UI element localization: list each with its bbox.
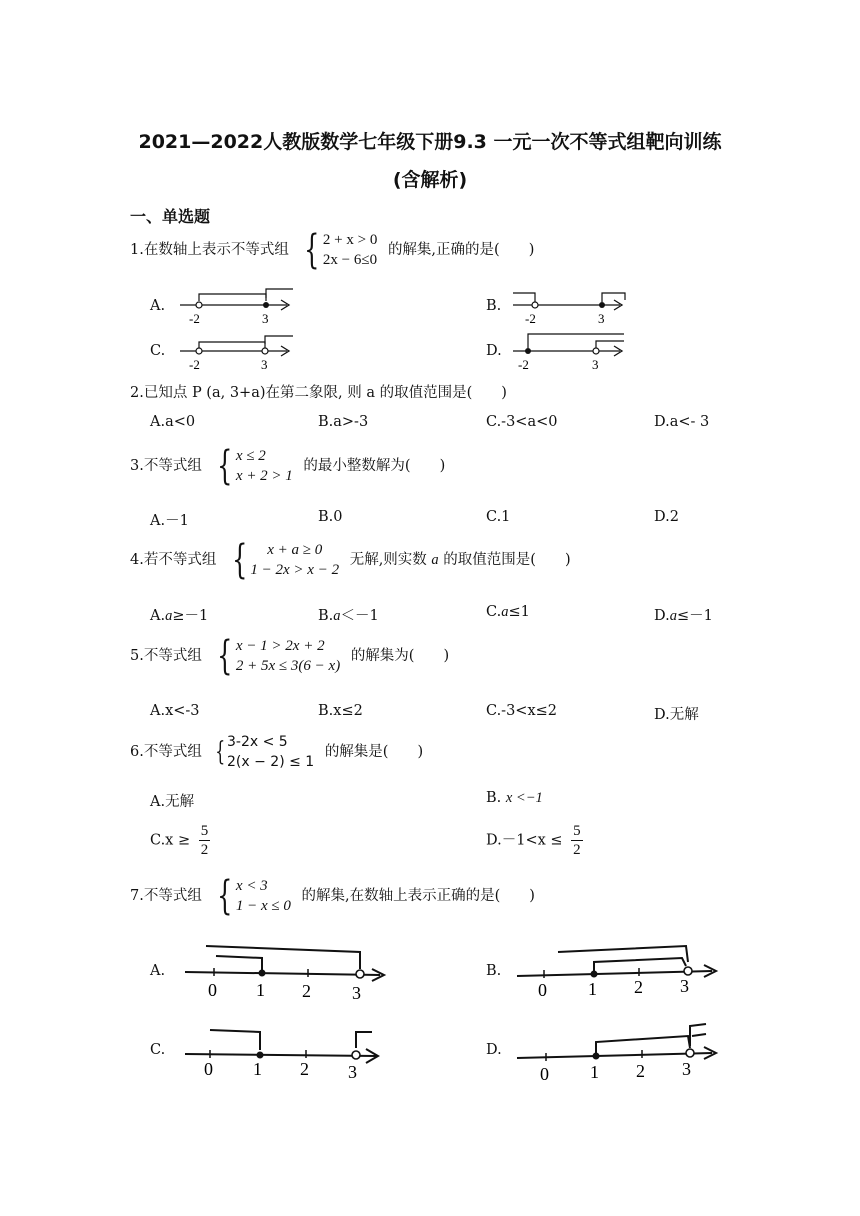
q6-option-b[interactable]: B. x <−1 xyxy=(486,790,543,806)
q1-option-d-numberline xyxy=(508,330,633,372)
q7a-tick-1: 1 xyxy=(256,980,265,1000)
q1a-tick-3: 3 xyxy=(262,311,269,326)
q5-ineq-2: 2 + 5x ≤ 3(6 − x) xyxy=(235,658,341,674)
q1-stem-post: 的解集,正确的是( ) xyxy=(387,242,535,258)
q1-option-c-numberline xyxy=(175,330,300,372)
question-2: 2.已知点 P (a, 3+a)在第二象限, 则 a 的取值范围是( ) xyxy=(130,385,507,401)
doc-title-line2: (含解析) xyxy=(392,169,468,191)
q4-system: { x + a ≥ 0 1 − 2x > x − 2 xyxy=(232,537,340,583)
section-heading: 一、单选题 xyxy=(130,207,211,226)
q4-option-b[interactable]: B.a＜－1 xyxy=(318,608,379,624)
q7c-tick-3: 3 xyxy=(348,1062,357,1082)
q1-system: { 2 + x > 0 2x − 6≤0 xyxy=(304,227,378,273)
q3-option-c[interactable]: C.1 xyxy=(486,509,511,525)
q1-ineq-2: 2x − 6≤0 xyxy=(322,252,378,268)
q7a-tick-2: 2 xyxy=(302,981,311,1001)
question-1 xyxy=(130,227,535,273)
q5-system: { x − 1 > 2x + 2 2 + 5x ≤ 3(6 − x) xyxy=(217,633,341,679)
q1-option-b-label[interactable]: B. xyxy=(486,298,502,314)
q6-option-d[interactable]: D.－1<x ≤ $\frac{5}{2}$ xyxy=(486,823,581,858)
q7-option-c-numberline xyxy=(180,1020,395,1084)
q1c-tick-neg2: -2 xyxy=(189,357,200,372)
q5-stem-post: 的解集为( ) xyxy=(350,648,450,664)
q7-system: { x < 3 1 − x ≤ 0 xyxy=(217,873,291,919)
q7c-tick-1: 1 xyxy=(253,1059,262,1079)
q4-option-d[interactable]: D.a≤－1 xyxy=(654,608,713,624)
q6d-fraction: $\frac{5}{2}$ xyxy=(573,823,581,858)
q4-option-a[interactable]: A.a≥－1 xyxy=(150,608,209,624)
q5-option-a[interactable]: A.x<-3 xyxy=(150,703,200,719)
q7-option-b-numberline xyxy=(512,938,727,1002)
q3-stem-pre: 3.不等式组 xyxy=(130,458,202,474)
question-7 xyxy=(130,873,535,919)
q3-option-d[interactable]: D.2 xyxy=(654,509,679,525)
q5-stem-pre: 5.不等式组 xyxy=(130,648,202,664)
q3-ineq-1: x ≤ 2 xyxy=(235,448,266,464)
q1-option-b-numberline xyxy=(508,284,633,326)
q1-option-d-label[interactable]: D. xyxy=(486,343,502,359)
q3-system: { x ≤ 2 x + 2 > 1 xyxy=(217,443,293,489)
q7-ineq-1: x < 3 xyxy=(235,878,268,894)
q6-option-c[interactable]: C.x ≥ $\frac{5}{2}$ xyxy=(150,823,209,858)
q1d-tick-3: 3 xyxy=(592,357,599,372)
q1-ineq-1: 2 + x > 0 xyxy=(322,232,378,248)
question-5 xyxy=(130,633,450,679)
q6-stem-post: 的解集是( ) xyxy=(324,744,424,760)
q5-ineq-1: x − 1 > 2x + 2 xyxy=(235,638,325,654)
q7-stem-post: 的解集,在数轴上表示正确的是( ) xyxy=(301,888,535,904)
q3-stem-post: 的最小整数解为( ) xyxy=(303,458,446,474)
q7-option-a-numberline xyxy=(180,938,395,1002)
q1a-tick-neg2: -2 xyxy=(189,311,200,326)
q7d-tick-3: 3 xyxy=(682,1059,691,1079)
q2-option-c[interactable]: C.-3<a<0 xyxy=(486,414,558,430)
q7-option-c-label[interactable]: C. xyxy=(150,1042,166,1058)
q7d-tick-0: 0 xyxy=(540,1064,549,1084)
q4-ineq-2: 1 − 2x > x − 2 xyxy=(250,562,340,578)
q1-option-c-label[interactable]: C. xyxy=(150,343,166,359)
q1-option-a-numberline xyxy=(175,284,300,326)
q4-ineq-1: x + a ≥ 0 xyxy=(267,542,323,558)
q1-stem-pre: 在数轴上表示不等式组 xyxy=(143,242,289,258)
q4-var-a: a xyxy=(431,552,439,568)
q6-option-a[interactable]: A.无解 xyxy=(150,794,195,810)
q2-option-d[interactable]: D.a<- 3 xyxy=(654,414,710,430)
q6c-fraction: $\frac{5}{2}$ xyxy=(200,823,209,858)
q7-ineq-2: 1 − x ≤ 0 xyxy=(235,898,291,914)
q4-stem-pre: 4.若不等式组 xyxy=(130,552,217,568)
question-4 xyxy=(130,537,571,583)
q3-ineq-2: x + 2 > 1 xyxy=(235,468,293,484)
question-3 xyxy=(130,443,446,489)
q7c-tick-2: 2 xyxy=(300,1059,309,1079)
q2-option-b[interactable]: B.a>-3 xyxy=(318,414,369,430)
q7-option-a-label[interactable]: A. xyxy=(150,963,166,979)
q3-option-b[interactable]: B.0 xyxy=(318,509,343,525)
q7a-tick-0: 0 xyxy=(208,980,217,1000)
q6-system: { 3-2x < 5 2(x − 2) ≤ 1 xyxy=(215,734,315,770)
q4-stem-mid: 无解,则实数 xyxy=(349,552,427,568)
q4-stem-post: 的取值范围是( ) xyxy=(443,552,571,568)
q7b-tick-3: 3 xyxy=(680,976,689,996)
q3-option-a[interactable]: A.－1 xyxy=(150,513,189,529)
q7c-tick-0: 0 xyxy=(204,1059,213,1079)
q7-option-b-label[interactable]: B. xyxy=(486,963,502,979)
q5-option-c[interactable]: C.-3<x≤2 xyxy=(486,703,558,719)
question-6 xyxy=(130,732,423,772)
q4-option-c[interactable]: C.a≤1 xyxy=(486,604,530,620)
q1b-tick-3: 3 xyxy=(598,311,605,326)
q1-number: 1. xyxy=(130,242,144,258)
q7b-tick-1: 1 xyxy=(588,979,597,999)
q7b-tick-2: 2 xyxy=(634,977,643,997)
q1b-tick-neg2: -2 xyxy=(525,311,536,326)
q6-ineq-1: 3-2x < 5 xyxy=(227,734,288,750)
q7d-tick-1: 1 xyxy=(590,1062,599,1082)
q7-option-d-label[interactable]: D. xyxy=(486,1042,502,1058)
q7a-tick-3: 3 xyxy=(352,983,361,1002)
q1d-tick-neg2: -2 xyxy=(518,357,529,372)
q6-ineq-2: 2(x − 2) ≤ 1 xyxy=(227,754,315,770)
q2-option-a[interactable]: A.a<0 xyxy=(150,414,196,430)
q1-option-a-label[interactable]: A. xyxy=(150,298,166,314)
q6-stem-pre: 6.不等式组 xyxy=(130,744,202,760)
q7d-tick-2: 2 xyxy=(636,1061,645,1081)
q7-stem-pre: 7.不等式组 xyxy=(130,888,202,904)
doc-title-line1: 2021—2022人教版数学七年级下册9.3 一元一次不等式组靶向训练 xyxy=(138,131,722,153)
q5-option-b[interactable]: B.x≤2 xyxy=(318,703,363,719)
q5-option-d[interactable]: D.无解 xyxy=(654,707,699,723)
q7-option-d-numberline xyxy=(512,1020,727,1084)
q1c-tick-3: 3 xyxy=(261,357,268,372)
q7b-tick-0: 0 xyxy=(538,980,547,1000)
